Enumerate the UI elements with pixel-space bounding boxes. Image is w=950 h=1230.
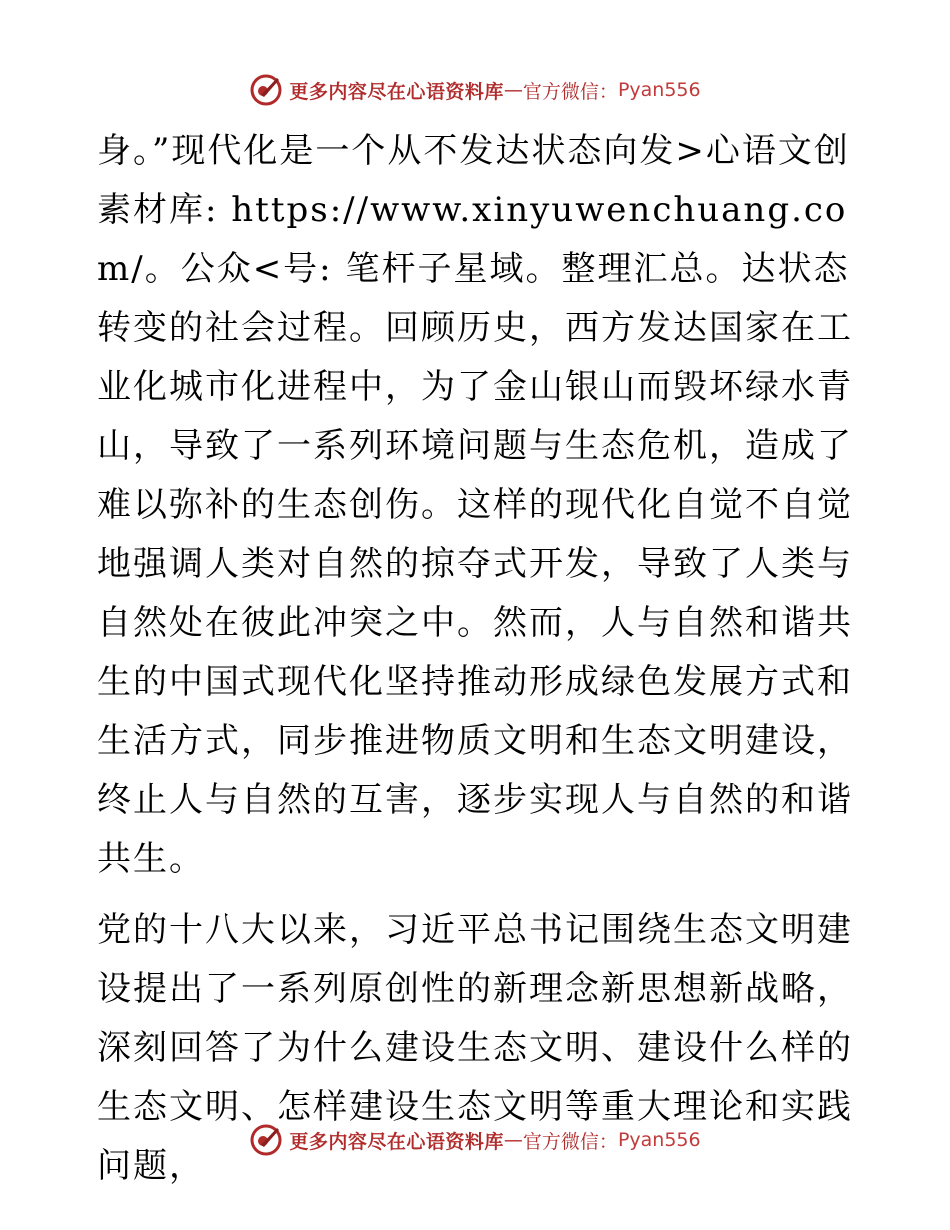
footer-banner [0,1120,950,1160]
header-banner [0,70,950,110]
quill-circle-logo-icon [249,73,283,107]
banner-wechat-label: 官方微信： [522,80,618,103]
document-body [97,122,857,1196]
banner-main-text: 更多内容尽在心语资料库 [289,80,504,103]
banner-separator: — [503,1129,523,1151]
banner-wechat-id: Pyan556 [617,79,701,101]
banner-wechat-label: 官方微信： [522,1130,618,1153]
paragraph: 党的十八大以来，习近平总书记围绕生态文明建设提出了一系列原创性的新理念新思想新战略，深刻回答了为什么建设生态文明、建设什么样的生态文明、怎样建设生态文明等重大理论和实践问题， [97,910,853,1186]
banner-wechat-id: Pyan556 [617,1129,701,1151]
paragraph: 身。”现代化是一个从不发达状态向发>心语文创素材库: https://www.xinyuwenchuang.com/。公众<号: 笔杆子星域。整理汇总。达状态转变的社会过程。回顾历史，西方发达国家在工业化城市化进程中，为了金山银山而毁坏绿水青山，导致了一系列环境问题与生态危机，造成了难以弥补的生态创伤。这样的现代化自觉不自觉地强调人类对自然的掠夺式开发，导致了人类与自然处在彼此冲突之中。然而，人与自然和谐共生的中国式现代化坚持推动形成绿色发展方式和生活方式，同步推进物质文明和生态文明建设，终止人与自然的互害，逐步实现人与自然的和谐共生。 [97,131,853,879]
banner-main-text: 更多内容尽在心语资料库 [289,1130,504,1153]
banner-separator: — [503,79,523,101]
quill-circle-logo-icon [249,1123,283,1157]
